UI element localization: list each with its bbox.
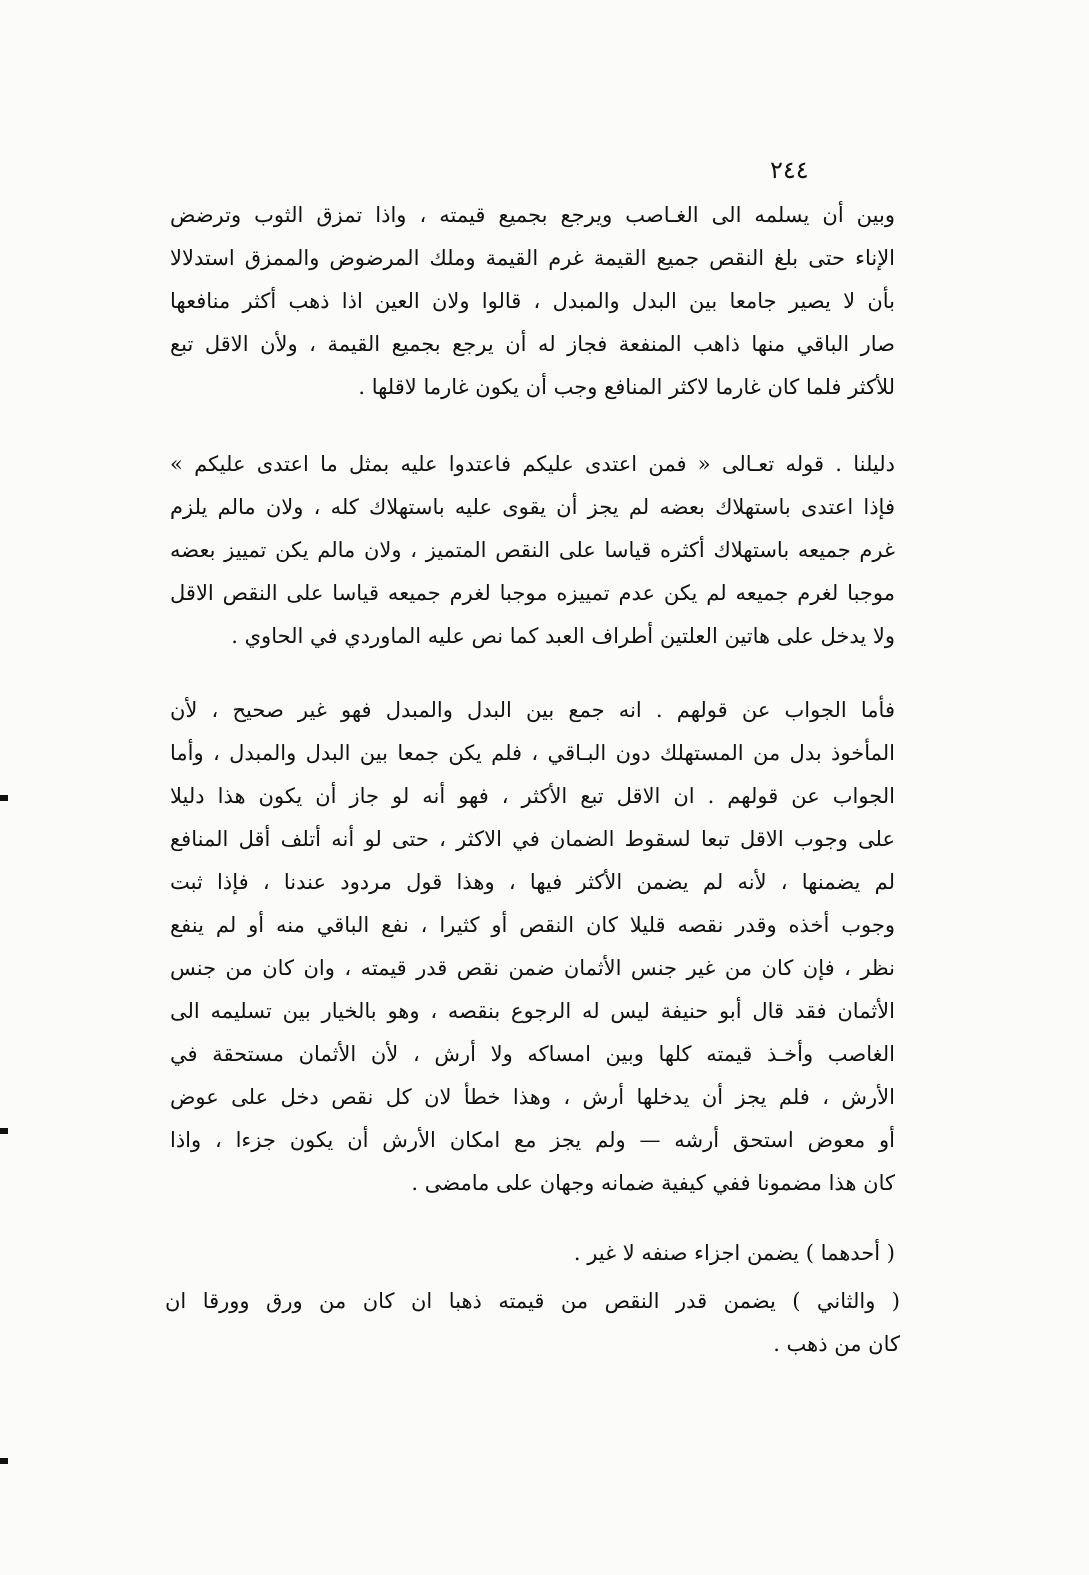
text-line: ( أحدهما ) يضمن اجزاء صنفه لا غير .: [573, 1241, 895, 1265]
text-line: الأرش ، فلم يجز أن يدخلها أرش ، وهذا خطأ لان كل نقص دخل على عوض: [170, 1085, 895, 1109]
paragraph-4: [170, 1232, 895, 1275]
margin-mark: [0, 1458, 8, 1464]
text-line: الجواب عن قولهم . ان الاقل تبع الأكثر ، فهو أنه لو جاز أن يكون هذا دليلا: [170, 784, 895, 808]
text-line: لم يضمنها ، لأنه لم يضمن الأكثر فيها ، وهذا قول مردود عندنا ، فإذا ثبت: [170, 870, 895, 894]
text-line: كان هذا مضمونا ففي كيفية ضمانه وجهان على مامضى .: [411, 1171, 895, 1195]
text-line: نظر ، فإن كان من غير جنس الأثمان ضمن نقص قدر قيمته ، وان كان من جنس: [170, 956, 895, 980]
text-line: ولا يدخل على هاتين العلتين أطراف العبد كما نص عليه الماوردي في الحاوي .: [231, 624, 895, 648]
text-line: المأخوذ بدل من المستهلك دون البـاقي ، فلم يكن جمعا بين البدل والمبدل ، وأما: [170, 741, 895, 765]
page-number: ٢٤٤: [770, 156, 809, 184]
text-line: صار الباقي منها ذاهب المنفعة فجاز له أن يرجع بجميع القيمة ، ولأن الاقل تبع: [170, 332, 895, 356]
text-line: وبين أن يسلمه الى الغـاصب ويرجع بجميع قيمته ، واذا تمزق الثوب وترضض: [170, 203, 895, 227]
text-line: للأكثر فلما كان غارما لاكثر المنافع وجب أن يكون غارما لاقلها .: [358, 375, 895, 399]
text-line: الأثمان فقد قال أبو حنيفة ليس له الرجوع بنقصه ، وهو بالخيار بين تسليمه الى: [170, 999, 895, 1023]
text-line: كان من ذهب .: [773, 1332, 900, 1356]
text-line: أو معوض استحق أرشه — ولم يجز مع امكان الأرش أن يكون جزءا ، واذا: [170, 1128, 895, 1152]
text-line: غرم جميعه باستهلاك أكثره قياسا على النقص المتميز ، ولان مالم يكن تمييز بعضه: [170, 538, 895, 562]
paragraph-3: [170, 689, 895, 1205]
text-line: فإذا اعتدى باستهلاك بعضه لم يجز أن يقوى عليه باستهلاك كله ، ولان مالم يلزم: [170, 495, 895, 519]
text-line: موجبا لغرم جميعه لم يكن عدم تمييزه موجبا لغرم جميعه قياسا على النقص الاقل: [170, 581, 895, 605]
text-line: فأما الجواب عن قولهم . انه جمع بين البدل والمبدل فهو غير صحيح ، لأن: [170, 698, 895, 722]
paragraph-1: [170, 194, 895, 409]
text-line: الغاصب وأخـذ قيمته كلها وبين امساكه ولا أرش ، لأن الأثمان مستحقة في: [170, 1042, 895, 1066]
text-line: دليلنا . قوله تعـالى « فمن اعتدى عليكم فاعتدوا عليه بمثل ما اعتدى عليكم »: [170, 452, 895, 476]
text-line: ( والثاني ) يضمن قدر النقص من قيمته ذهبا ان كان من ورق وورقا ان: [165, 1289, 900, 1313]
text-line: الإناء حتى بلغ النقص جميع القيمة غرم القيمة وملك المرضوض والممزق استدلالا: [170, 246, 895, 270]
paragraph-5: [165, 1280, 900, 1366]
margin-mark: [0, 795, 8, 801]
text-line: وجوب أخذه وقدر نقصه قليلا كان النقص أو كثيرا ، نفع الباقي منه أو لم ينفع: [170, 913, 895, 937]
paragraph-2: [170, 443, 895, 658]
margin-mark: [0, 1128, 8, 1134]
text-line: بأن لا يصير جامعا بين البدل والمبدل ، قالوا ولان العين اذا ذهب أكثر منافعها: [170, 289, 895, 313]
text-line: على وجوب الاقل تبعا لسقوط الضمان في الاكثر ، حتى لو أنه أتلف أقل المنافع: [170, 827, 895, 851]
